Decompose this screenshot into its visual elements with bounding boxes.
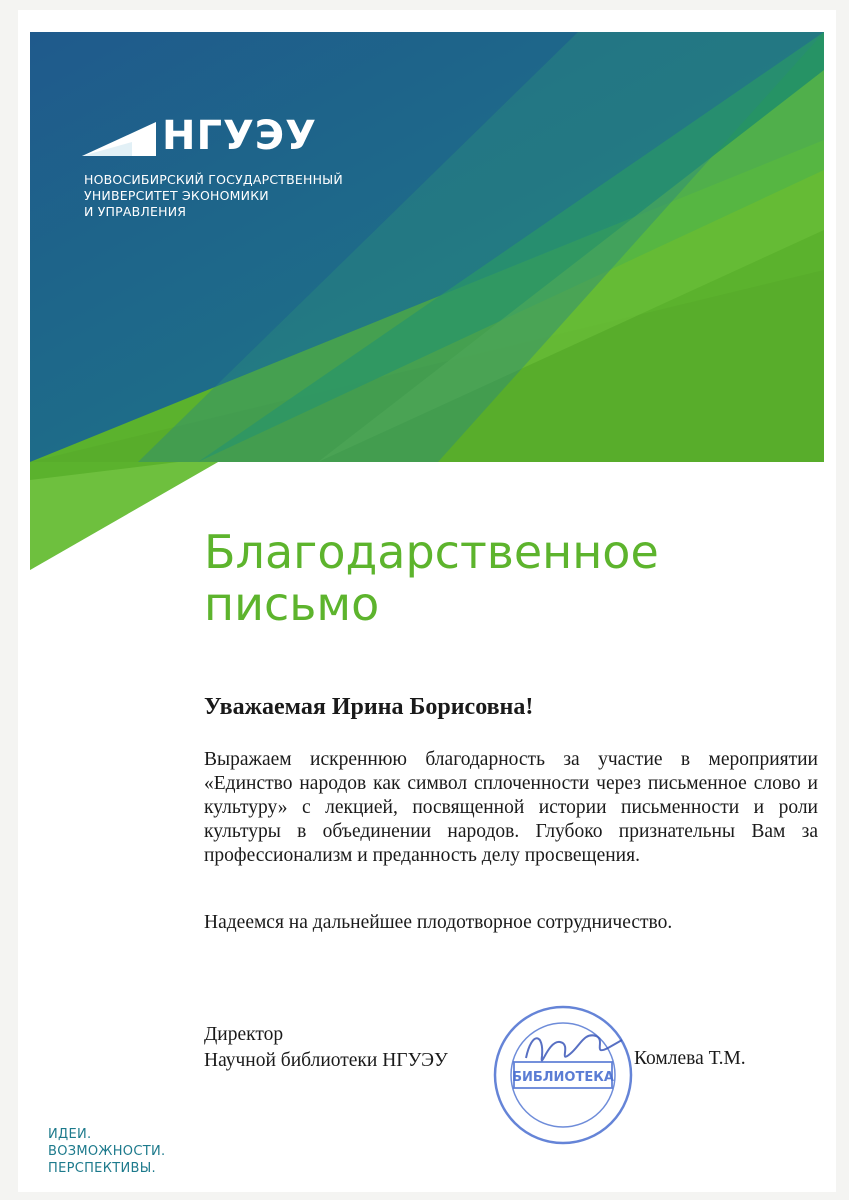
letter-title-line: письмо bbox=[204, 577, 380, 631]
slogan-line: ВОЗМОЖНОСТИ. bbox=[48, 1144, 166, 1159]
signatory-title bbox=[204, 1022, 448, 1074]
slogan-line: ПЕРСПЕКТИВЫ. bbox=[48, 1161, 156, 1176]
university-name bbox=[84, 172, 343, 220]
university-name-line: УНИВЕРСИТЕТ ЭКОНОМИКИ bbox=[84, 188, 269, 203]
logo-mark-icon bbox=[82, 118, 156, 158]
stamp-text: БИБЛИОТЕКА bbox=[512, 1070, 614, 1085]
letter-body: Выражаем искреннюю благодарность за участие в мероприятии «Единство народов как символ сплоченности через письменное слово и культуру» с лекцией, посвященной истории письменности и роли культуры в объединении народов. Глубоко признательны Вам за профессионализм и преданность делу просвещения. bbox=[204, 749, 818, 866]
letter-title-line: Благодарственное bbox=[204, 525, 659, 579]
slogan bbox=[48, 1126, 165, 1177]
letter-sheet bbox=[18, 10, 836, 1192]
signature-scribble bbox=[526, 1035, 622, 1060]
logo-text: НГУЭУ bbox=[162, 113, 317, 159]
closing-line: Надеемся на дальнейшее плодотворное сотрудничество. bbox=[204, 912, 673, 933]
library-stamp bbox=[488, 1000, 638, 1150]
slogan-line: ИДЕИ. bbox=[48, 1127, 92, 1142]
greeting: Уважаемая Ирина Борисовна! bbox=[204, 694, 534, 720]
header-banner bbox=[18, 10, 836, 590]
signatory-title-line: Директор bbox=[204, 1024, 284, 1045]
letter-title bbox=[204, 526, 659, 630]
signatory-name: Комлева Т.М. bbox=[634, 1048, 746, 1069]
signatory-title-line: Научной библиотеки НГУЭУ bbox=[204, 1050, 448, 1071]
university-name-line: И УПРАВЛЕНИЯ bbox=[84, 204, 187, 219]
university-name-line: НОВОСИБИРСКИЙ ГОСУДАРСТВЕННЫЙ bbox=[84, 172, 343, 187]
